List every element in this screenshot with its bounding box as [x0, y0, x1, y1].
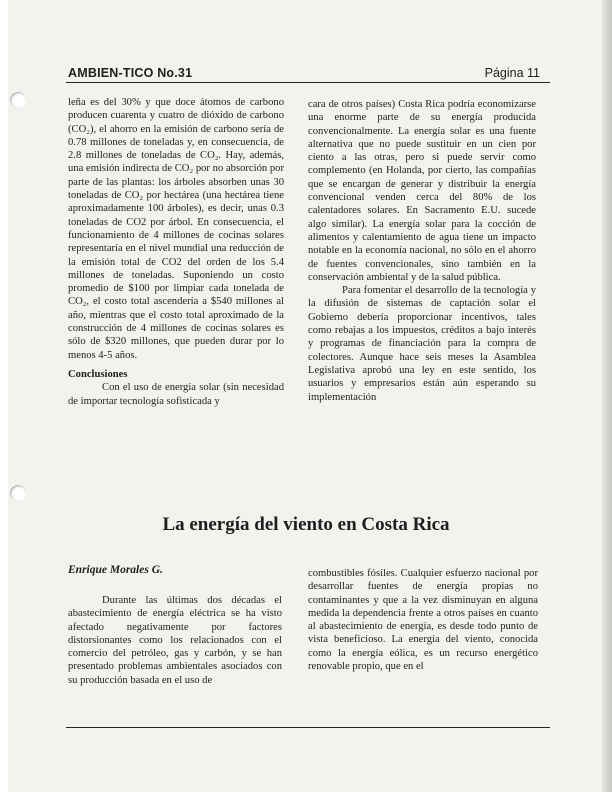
header-rule — [66, 82, 550, 83]
body-paragraph: Durante las últimas dos décadas el abastecimiento de energía eléctrica se ha visto afectado negativamente por factores distorsionantes como los relacionados con el comercio del petróleo, gas y carbón, y se han presentado problemas ambientales asociados con su producción basada en el uso de — [68, 595, 282, 686]
footer-rule — [66, 727, 550, 728]
body-paragraph: leña es del 30% y que doce átomos de carbono producen cuarenta y cuatro de dióxido de carbono (CO₂), el ahorro en la emisión de carbono sería de 0.78 millones de toneladas y, en consecuencia, de 2.8 millones de toneladas de CO₂. Hay, además, una emisión indirecta de CO₂ por no absorción por parte de las plantas: los árboles absorben unas 30 toneladas de CO₂ por hectárea (una hectárea tiene aproximadamente 100 árboles), es decir, unas 0.3 toneladas de CO2 por árbol. En consecuencia, el funcionamiento de 4 millones de cocinas solares representaría en el nivel mundial una reducción de la emisión total de CO2 del orden de los 5.4 millones de toneladas. Suponiendo un costo promedio de $100 por limpiar cada tonelada de CO₂, el costo total ascendería a $540 millones al año, mientras que el costo total aproximado de la construcción de 4 millones de cocinas solares es sólo de $320 millones, que pueden durar por lo menos 4-5 años. — [68, 97, 284, 361]
article-title: La energía del viento en Costa Rica — [162, 514, 450, 535]
page-number: Página 11 — [484, 66, 540, 80]
body-paragraph: combustibles fósiles. Cualquier esfuerzo nacional por desarrollar fuentes de energía propias no contaminantes y que a la vez disminuyan en alguna medida la dependencia frente a otros países en cuanto al abastecimiento de energía, es desde todo punto de vista beneficioso. La energía del viento, conocida como la energía eólica, es un recurso energético renovable propio, que en el — [308, 568, 538, 673]
continued-article-column-1 — [68, 96, 284, 408]
publication-name: AMBIEN-TICO No.31 — [68, 66, 193, 80]
body-paragraph: cara de otros países) Costa Rica podría economizarse una enorme parte de su energía producida convencionalmente. La energía solar es una fuente alternativa que no puede sustituir en un cien por ciento a las otras, pero si puede servir como complemento (en Holanda, por cierto, las compañías que se encargan de generar y distribuir la energía convencional venden cerca del 80% de los calentadores solares. En Sacramento E.U. sucede algo similar). La energía solar para la cocción de alimentos y calentamiento de agua tiene un impacto notable en la economía nacional, no sólo en el ahorro de fuentes convencionales, sino también en la conservación ambiental y de la salud pública. — [308, 99, 536, 283]
binder-hole-middle — [10, 485, 26, 501]
page-right-edge — [602, 0, 612, 792]
section-heading-conclusiones: Conclusiones — [68, 368, 128, 380]
continued-article-column-2 — [308, 98, 536, 404]
body-paragraph: Con el uso de energía solar (sin necesidad de importar tecnología sofisticada y — [68, 382, 284, 407]
page-left-edge — [0, 0, 8, 792]
article-column-2 — [308, 567, 538, 673]
article-column-1 — [68, 594, 282, 687]
article-author: Enrique Morales G. — [68, 564, 163, 576]
binder-hole-top — [10, 92, 26, 108]
body-paragraph: Para fomentar el desarrollo de la tecnología y la difusión de sistemas de captación solar el Gobierno debería proporcionar incentivos, tales como rebajas a los impuestos, créditos a bajo interés y programas de financiación para la compra de colectores. Aunque hace seis meses la Asamblea Legislativa aprobó una ley en este sentido, los usuarios y empresarios están aún esperando su implementación — [308, 285, 536, 403]
